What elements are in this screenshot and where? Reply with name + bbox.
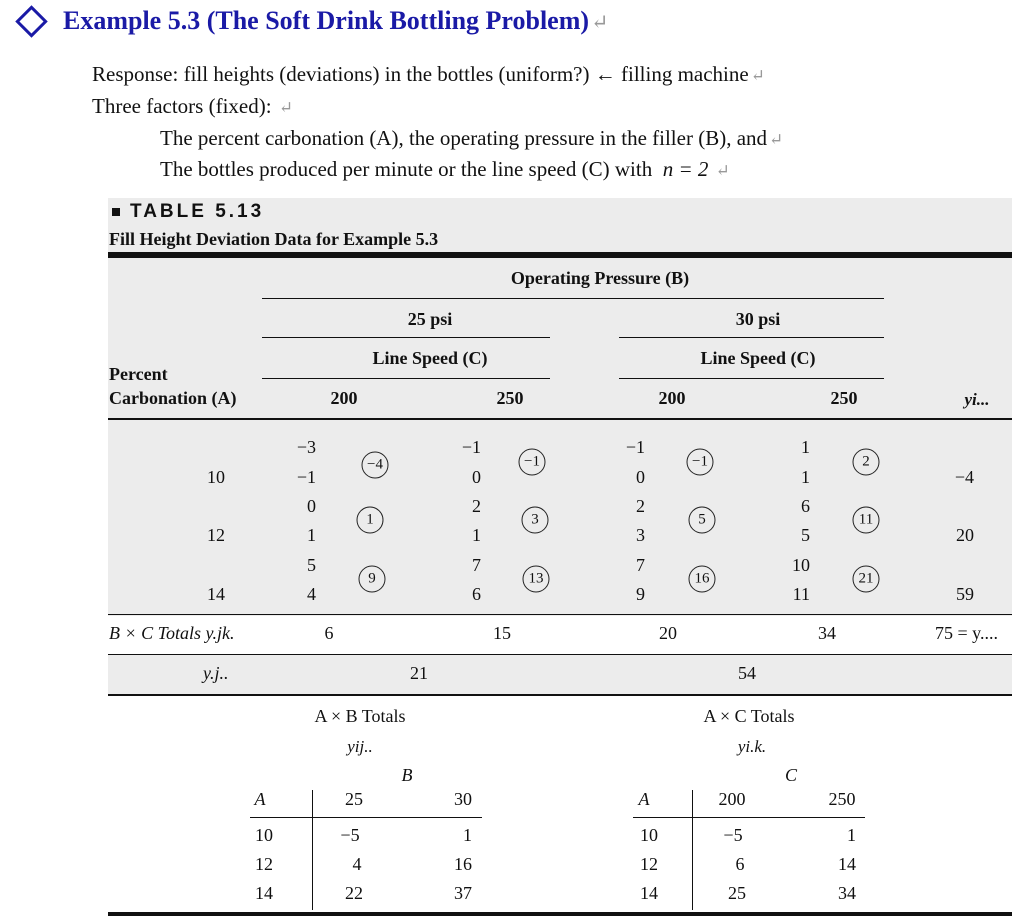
obs-value: 10	[792, 555, 810, 575]
obs-value: 0	[636, 467, 645, 487]
p25-rule	[262, 337, 550, 338]
cell-total-circle: 9	[359, 566, 386, 593]
ab-col: 30	[454, 789, 472, 809]
ac-a: 14	[640, 883, 658, 903]
speed-250-a: 250	[496, 388, 524, 408]
table-top-rule	[108, 252, 1012, 258]
factors-line: Three factors (fixed): ↵	[92, 94, 293, 118]
ab-title: A × B Totals	[314, 706, 406, 726]
obs-value: 7	[472, 555, 481, 575]
a-level: 12	[207, 525, 225, 545]
obs-value: 9	[636, 584, 645, 604]
obs-value: −3	[296, 437, 316, 457]
bc-total: 6	[324, 623, 334, 643]
bc-total: 15	[493, 623, 511, 643]
speed-250-b: 250	[830, 388, 858, 408]
cell-total-circle: 21	[853, 566, 880, 593]
table-caption: Fill Height Deviation Data for Example 5.3	[109, 229, 439, 249]
ac-row-head: A	[638, 789, 650, 809]
yj-bottom-rule	[108, 694, 1012, 696]
table-shade-yj	[108, 655, 1012, 695]
obs-value: 3	[636, 525, 645, 545]
ac-cell: 6	[735, 854, 745, 874]
speed-left-header: Line Speed (C)	[372, 348, 488, 368]
bc-bottom-rule	[108, 654, 1012, 655]
factor-ab-line: The percent carbonation (A), the operating pressure in the filler (B), and ↵	[160, 126, 784, 150]
ac-cell: 14	[838, 854, 856, 874]
cell-total-circle: −1	[519, 449, 546, 476]
yi-header: yi...	[964, 390, 990, 409]
ac-sym: yi.k.	[737, 737, 767, 756]
obs-value: 1	[307, 525, 316, 545]
speed-right-rule	[619, 378, 884, 379]
ab-sym: yij..	[347, 737, 373, 756]
obs-value: 1	[801, 467, 810, 487]
ac-vrule	[692, 790, 693, 910]
table-bottom-rule	[108, 912, 1012, 916]
ab-vrule	[312, 790, 313, 910]
ac-title: A × C Totals	[703, 706, 795, 726]
cell-total-circle: 2	[853, 449, 880, 476]
ab-cell: −5	[340, 825, 360, 845]
cell-total-circle: 1	[357, 507, 384, 534]
example-title: Example 5.3 (The Soft Drink Bottling Problem)↵	[12, 6, 608, 36]
table-label: TABLE 5.13	[112, 201, 264, 223]
row-total: 59	[956, 584, 974, 604]
ab-a: 10	[255, 825, 273, 845]
ab-cell: 37	[454, 883, 472, 903]
obs-value: −1	[625, 437, 645, 457]
diamond-icon	[15, 5, 48, 38]
factor-c-line: The bottles produced per minute or the line speed (C) with n = 2 ↵	[160, 157, 730, 181]
speed-right-header: Line Speed (C)	[700, 348, 816, 368]
ac-col: 250	[828, 789, 856, 809]
bc-total: 20	[659, 623, 677, 643]
obs-value: 0	[307, 496, 316, 516]
cell-total-circle: 5	[689, 507, 716, 534]
obs-value: 1	[472, 525, 481, 545]
bc-total: 34	[818, 623, 836, 643]
carbonation-header: Carbonation (A)	[109, 388, 237, 408]
obs-value: 1	[801, 437, 810, 457]
obs-value: 2	[472, 496, 481, 516]
obs-value: 11	[792, 584, 810, 604]
pressure-header: Operating Pressure (B)	[510, 268, 690, 288]
a-level: 14	[207, 584, 225, 604]
pressure-rule	[262, 298, 884, 299]
row-total: 20	[956, 525, 974, 545]
ac-cell: 1	[847, 825, 856, 845]
ab-rule	[250, 817, 482, 818]
ab-a: 14	[255, 883, 273, 903]
ab-cell: 1	[463, 825, 472, 845]
ab-row-head: A	[254, 789, 266, 809]
a-level: 10	[207, 467, 225, 487]
row-total: −4	[954, 467, 974, 487]
bc-label: B × C Totals y.jk.	[109, 623, 235, 643]
cell-total-circle: 11	[853, 507, 880, 534]
p30-rule	[619, 337, 884, 338]
p25-header: 25 psi	[407, 309, 453, 329]
obs-value: −1	[296, 467, 316, 487]
speed-left-rule	[262, 378, 550, 379]
table-shade-top	[108, 198, 1012, 616]
ac-a: 10	[640, 825, 658, 845]
cell-total-circle: 16	[689, 566, 716, 593]
obs-value: 5	[307, 555, 316, 575]
yj-label: y.j..	[203, 663, 229, 683]
ac-col: 200	[718, 789, 746, 809]
ac-a: 12	[640, 854, 658, 874]
ac-factor: C	[784, 765, 798, 785]
ac-cell: 25	[728, 883, 746, 903]
cell-total-circle: −1	[687, 449, 714, 476]
header-bottom-rule	[108, 418, 1012, 420]
ab-cell: 4	[352, 854, 362, 874]
cell-total-circle: 13	[523, 566, 550, 593]
yj-total: 54	[738, 663, 756, 683]
grand-total: 75 = y....	[935, 623, 998, 643]
obs-value: 0	[472, 467, 481, 487]
p30-header: 30 psi	[735, 309, 781, 329]
cell-total-circle: −4	[362, 452, 389, 479]
obs-value: 2	[636, 496, 645, 516]
obs-value: 5	[801, 525, 810, 545]
obs-value: 7	[636, 555, 645, 575]
obs-value: 4	[307, 584, 316, 604]
percent-header: Percent	[109, 364, 168, 384]
ab-factor: B	[401, 765, 413, 785]
ab-col: 25	[345, 789, 363, 809]
ac-rule	[633, 817, 865, 818]
yj-total: 21	[410, 663, 428, 683]
ab-a: 12	[255, 854, 273, 874]
ac-cell: −5	[723, 825, 743, 845]
obs-value: 6	[472, 584, 481, 604]
obs-value: −1	[461, 437, 481, 457]
ab-cell: 16	[454, 854, 472, 874]
ab-cell: 22	[345, 883, 363, 903]
response-line: Response: fill heights (deviations) in the bottles (uniform?) ← filling machine ↵	[92, 62, 765, 86]
cell-total-circle: 3	[522, 507, 549, 534]
bc-top-rule	[108, 614, 1012, 615]
ac-cell: 34	[838, 883, 856, 903]
speed-200-b: 200	[658, 388, 686, 408]
obs-value: 6	[801, 496, 810, 516]
speed-200-a: 200	[330, 388, 358, 408]
